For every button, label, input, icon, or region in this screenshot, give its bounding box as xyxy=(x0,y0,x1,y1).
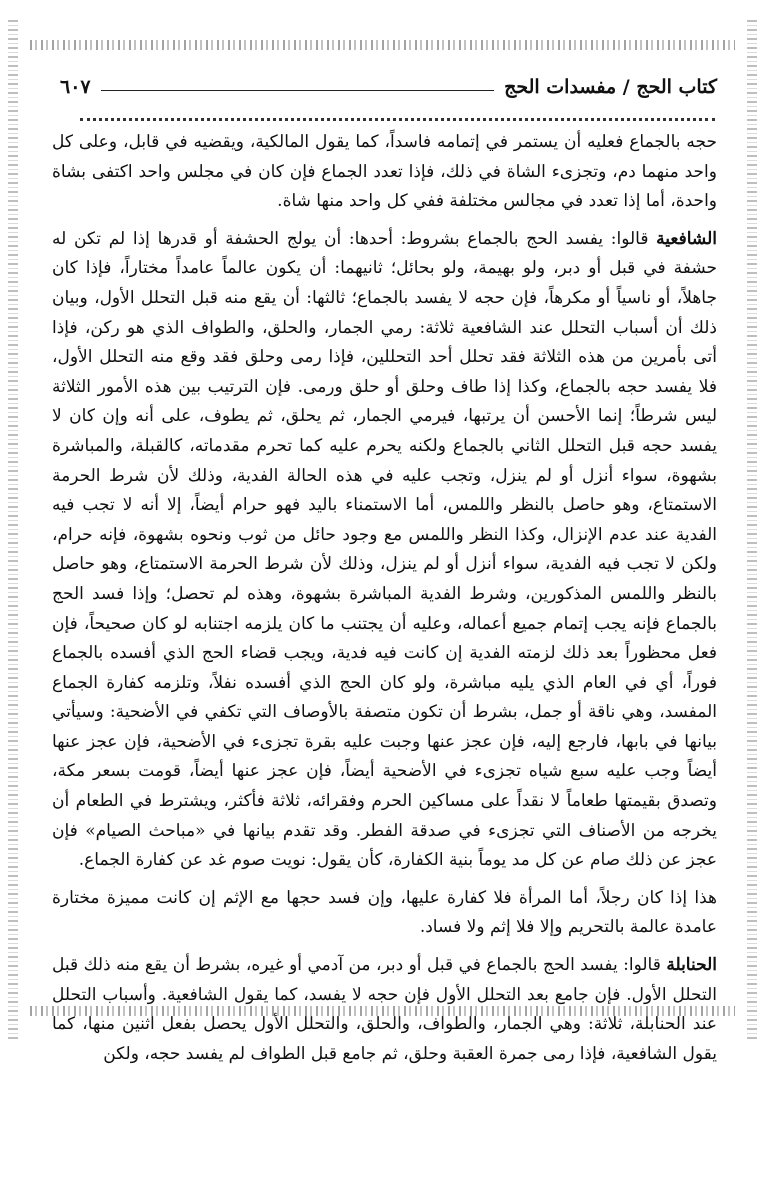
paragraph-text: حجه بالجماع فعليه أن يستمر في إتمامه فاسداً، كما يقول المالكية، ويقضيه في قابل، وعلى كل واحد منهما دم، وتجزىء الشاة في ذلك، فإذا تعدد الجماع فإن كان في مجلس واحد اكتفى بشاة واحدة، أما إذا تعدد في مجالس مختلفة ففي كل واحد منها شاة. xyxy=(52,132,717,212)
paragraph-text: هذا إذا كان رجلاً، أما المرأة فلا كفارة عليها، وإن فسد حجها مع الإثم إن كانت مميزة مختارة عامدة عالمة بالتحريم وإلا فلا إثم ولا فساد. xyxy=(52,887,717,938)
running-header xyxy=(60,70,717,104)
paragraph-text: قالوا: يفسد الحج بالجماع بشروط: أحدها: أن يولج الحشفة أو قدرها إذا لم تكن له حشفة في قبل أو دبر، ولو بهيمة، ولو بحائل؛ ثانيهما: أن يكون عالماً عامداً مختاراً، فإذا كان جاهلاً، أو ناسياً أو مكرهاً، فإن حجه لا يفسد بالجماع؛ ثالثها: أن يقع منه قبل التحلل الأول، وبيان ذلك أن أسباب التحلل عند الشافعية ثلاثة: رمي الجمار، والحلق، والطواف الذي هو ركن، فإذا أتى بأمرين من هذه الثلاثة فقد تحلل أحد التحللين، فإذا رمى وحلق فقد وقع منه التحلل الأول، فلا يفسد حجه بالجماع، وكذا إذا طاف وحلق أو حلق ورمى. فإن الترتيب بين هذه الأمور الثلاثة ليس شرطاً؛ إنما الأحسن أن يرتبها، فيرمي الجمار، ثم يحلق، ثم يطوف، على أنه وإن كان لا يفسد حجه قبل التحلل الثاني بالجماع ولكنه يحرم عليه كما تحرم مقدماته، كالقبلة، والمباشرة بشهوة، سواء أنزل أو لم ينزل، وتجب عليه في هذه الحالة الفدية، وذلك لأن شرط الحرمة الاستمتاع، وهو حاصل بالنظر واللمس، أما الاستمناء باليد فهو حرام أيضاً، إلا أنه لا تجب فيه الفدية عند عدم الإنزال، وكذا النظر واللمس مع وجود حائل من ثوب ونحوه بشهوة، فإنه حرام، ولكن لا تجب فيه الفدية، سواء أنزل أو لم ينزل، وذلك لأن شرط الحرمة الاستمتاع، وهو حاصل بالنظر واللمس المذكورين، وشرط الفدية المباشرة بشهوة، وهذه لم تحصل؛ وإذا فسد الحج بالجماع فإنه يجب إتمام جميع أعماله، وعليه أن يجتنب ما كان يلزمه اجتنابه لو كان صحيحاً، فإن فعل محظوراً بعد ذلك لزمته الفدية إن كانت فيه فدية، ويجب قضاء الحج الذي أفسده بالجماع فوراً، أي في العام الذي يليه مباشرة، ولو كان الحج الذي أفسده نفلاً، وتلزمه كفارة الجماع المفسد، وهي ناقة أو جمل، بشرط أن تكون متصفة بالأوصاف التي تكفي في الأضحية: وسيأتي بيانها في بابها، فارجع إليه، فإن عجز عنها وجبت عليه بقرة تجزىء في الأضحية، فإن عجز عنها أيضاً وجب عليه سبع شياه تجزىء في الأضحية أيضاً، فإن عجز عنها أيضاً، قومت بسعر مكة، وتصدق بقيمتها طعاماً لا نقداً على مساكين الحرم وفقرائه، ثلاثة فأكثر، ويشترط في الطعام أن يخرجه من الأصناف التي تجزىء في صدقة الفطر. وقد تقدم بيانها في «مباحث الصيام» فإن عجز عن ذلك صام عن كل مد يوماً بنية الكفارة، كأن يقول: نويت صوم غد عن كفارة الجماع. xyxy=(52,228,717,871)
paragraph-text: قالوا: يفسد الحج بالجماع في قبل أو دبر، من آدمي أو غيره، بشرط أن يقع منه ذلك قبل التحلل الأول. فإن جامع بعد التحلل الأول فإن حجه لا يفسد، كما يقول الشافعية. وأسباب التحلل عند الحنابلة، ثلاثة: وهي الجمار، والطواف، والحلق، والتحلل الأول يحصل بفعل اثنين منها، كما يقول الشافعية، فإذا رمى جمرة العقبة وحلق، ثم جامع قبل الطواف لم يفسد حجه، ولكن xyxy=(52,955,717,1064)
page-border-left xyxy=(8,20,18,1042)
header-rule xyxy=(101,90,494,91)
page-number: ٦٠٧ xyxy=(60,76,91,98)
paragraph xyxy=(52,225,717,876)
running-title: كتاب الحج / مفسدات الحج xyxy=(504,76,717,98)
school-name: الشافعية xyxy=(656,228,717,249)
paragraph xyxy=(52,128,717,217)
paragraph xyxy=(52,951,717,1069)
school-name: الحنابلة xyxy=(666,955,717,976)
paragraph xyxy=(52,884,717,943)
page-border-top xyxy=(30,40,735,50)
page-border-right xyxy=(747,20,757,1042)
dotted-separator xyxy=(80,112,715,121)
page-body xyxy=(52,128,717,1077)
